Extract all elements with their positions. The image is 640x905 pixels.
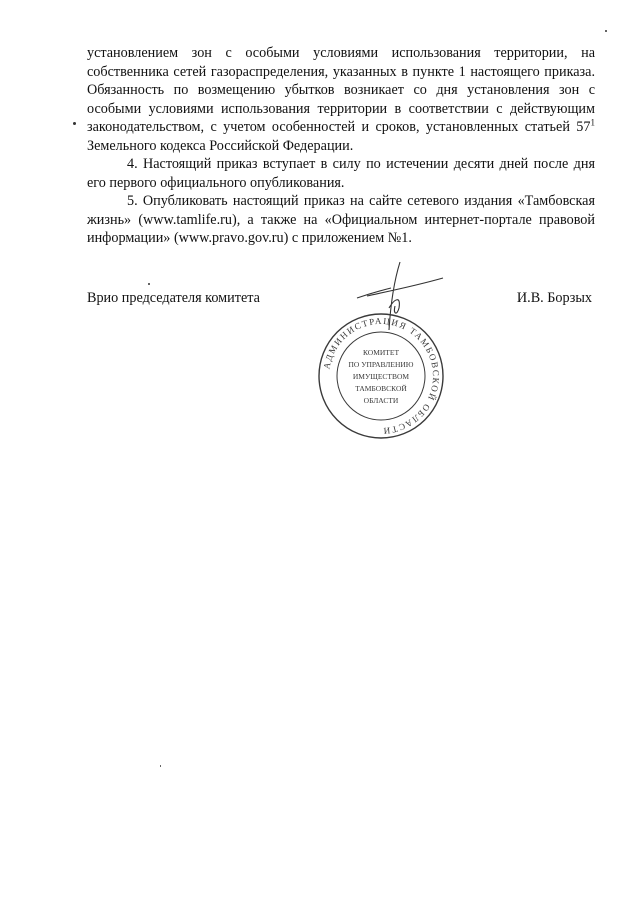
stamp-line-1: КОМИТЕТ	[362, 348, 400, 357]
stamp-line-5: ОБЛАСТИ	[363, 396, 399, 405]
signatory-name: И.В. Борзых	[516, 290, 592, 306]
stamp-line-3: ИМУЩЕСТВОМ	[352, 372, 410, 381]
paragraph-continuation	[87, 44, 595, 155]
paragraph-1-end: Земельного кодекса Российской Федерации.	[87, 137, 354, 154]
signatory-position: Врио председателя комитета	[87, 290, 260, 306]
stamp-outer-text: АДМИНИСТРАЦИЯ ТАМБОВСКОЙ ОБЛАСТИ	[321, 315, 442, 437]
document-body	[87, 44, 595, 248]
official-stamp	[316, 311, 446, 441]
stamp-line-4: ТАМБОВСКОЙ	[355, 384, 407, 393]
scan-speck	[605, 30, 607, 32]
scan-speck	[148, 283, 150, 285]
stamp-line-2: ПО УПРАВЛЕНИЮ	[348, 360, 414, 369]
paragraph-4: 4. Настоящий приказ вступает в силу по истечении десяти дней после дня его первого официального опубликования.	[87, 156, 595, 191]
superscript: 1	[590, 117, 595, 128]
scan-speck	[73, 122, 76, 125]
scan-speck	[160, 765, 161, 767]
paragraph-5: 5. Опубликовать настоящий приказ на сайте сетевого издания «Тамбовская жизнь» (www.tamlife.ru), а также на «Официальном интернет-портале правовой информации» (www.pravo.gov.ru) с приложением №1.	[87, 193, 595, 246]
paragraph-1-text: установлением зон с особыми условиями использования территории, на собственника сетей газораспределения, указанных в пункте 1 настоящего приказа. Обязанность по возмещению убытков возникает со дня установления зон с особыми условиями использования территории в соответствии с действующим законодательством, с учетом особенностей и сроков, установленных статьей 57	[87, 45, 595, 135]
